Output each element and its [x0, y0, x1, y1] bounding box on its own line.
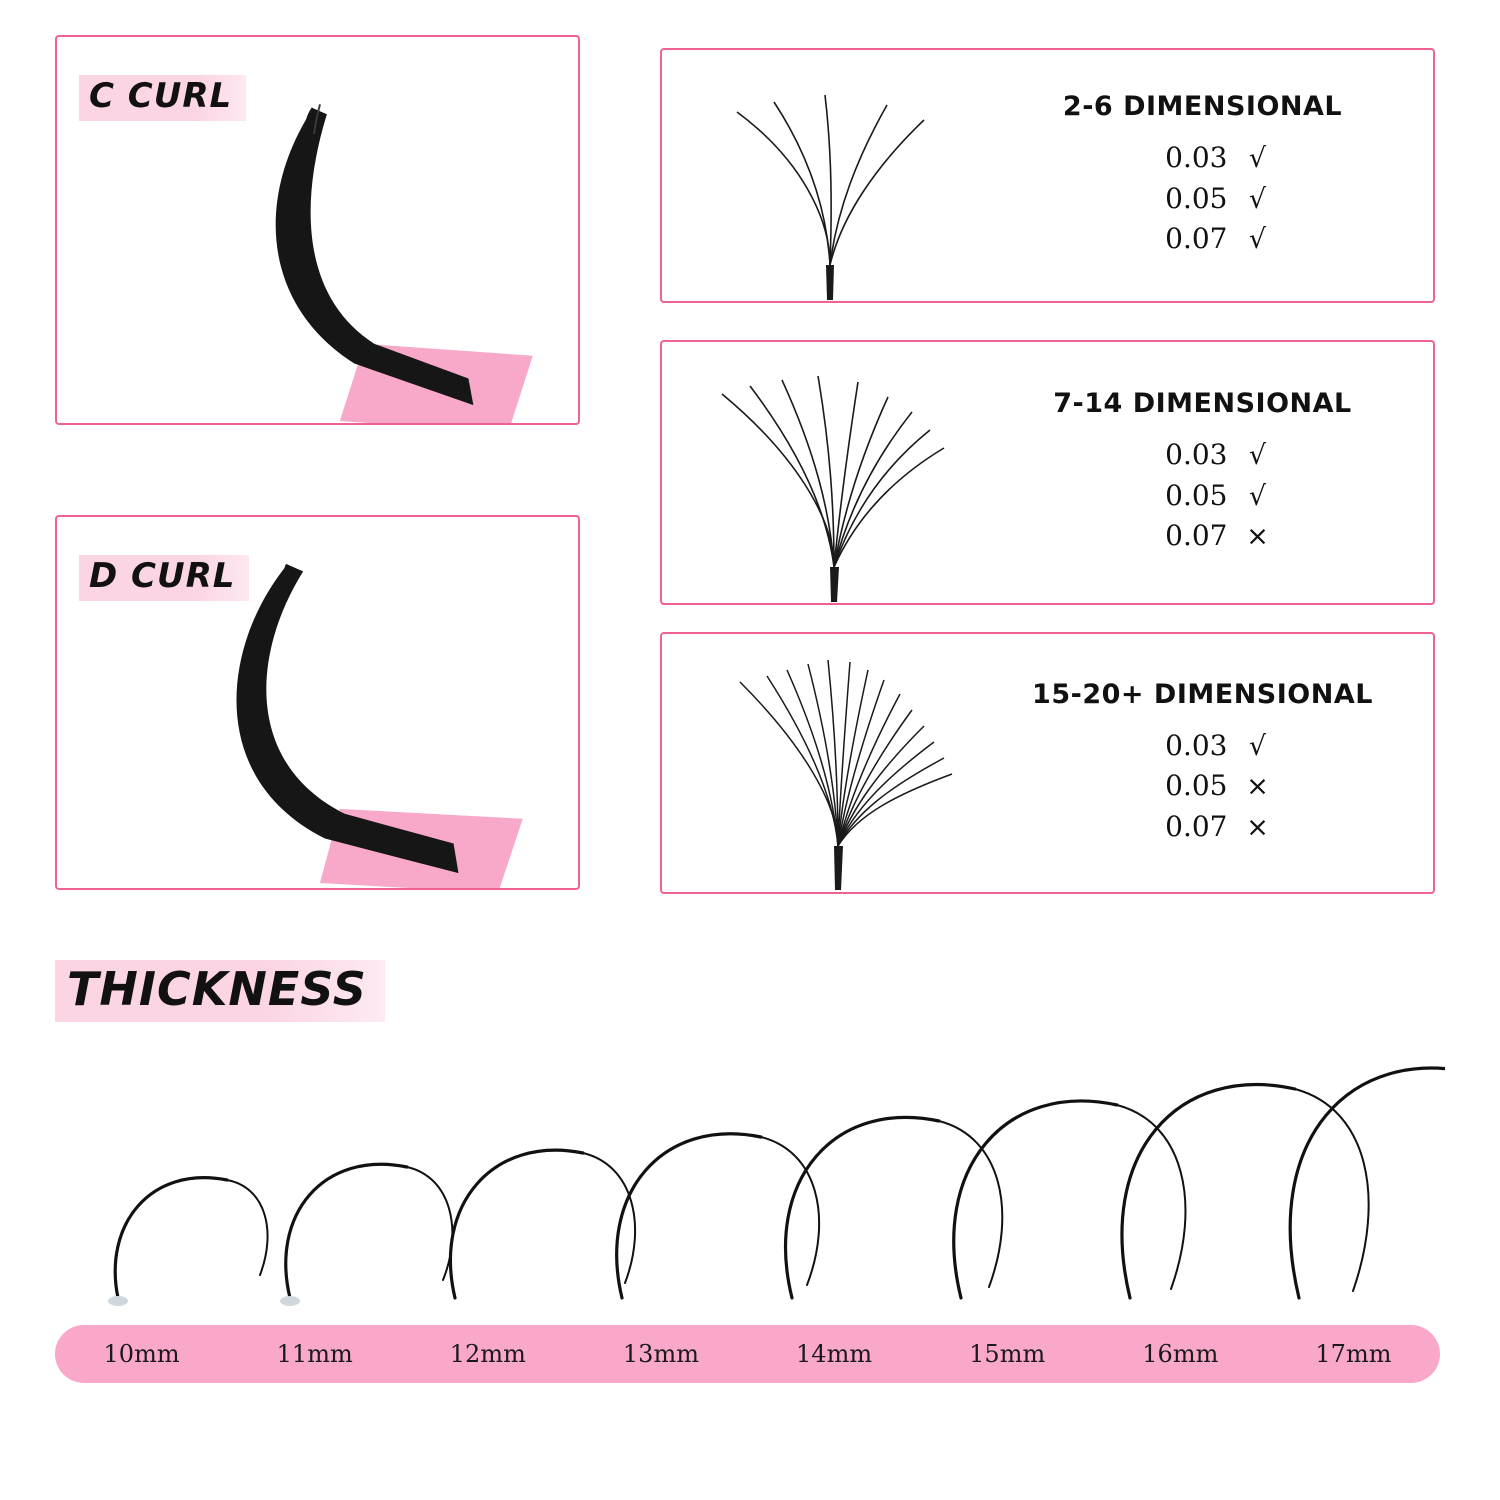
length-label-17mm: 17mm [1315, 1340, 1392, 1368]
lash-base-10mm [108, 1296, 128, 1306]
thickness-value: 0.03 [1165, 141, 1228, 175]
dimension-panel-2-6 [660, 48, 1435, 303]
length-label-13mm: 13mm [622, 1340, 699, 1368]
thickness-value: 0.03 [1165, 728, 1228, 762]
dimension-title: 15-20+ DIMENSIONAL [1032, 678, 1373, 710]
fan-illustration-2-6 [662, 50, 992, 301]
dimension-row [1118, 807, 1288, 848]
length-label-10mm: 10mm [103, 1340, 180, 1368]
thickness-value: 0.07 [1165, 222, 1228, 256]
thickness-value: 0.07 [1165, 519, 1228, 553]
dimension-panel-15-20 [660, 632, 1435, 894]
thickness-value: 0.05 [1165, 769, 1228, 803]
dimension-panel-7-14 [660, 340, 1435, 605]
dimension-row [1118, 138, 1288, 179]
availability-mark: √ [1248, 440, 1267, 472]
length-scale-bar [55, 1325, 1440, 1383]
length-label-15mm: 15mm [969, 1340, 1046, 1368]
dimension-info-15-20 [992, 679, 1433, 848]
fan-base [830, 567, 839, 602]
c-curl-panel [55, 35, 580, 425]
dimension-rows [1118, 435, 1288, 557]
thickness-section [0, 930, 1500, 1500]
lash-length-illustrations [55, 1015, 1445, 1310]
dimension-row [1118, 476, 1288, 517]
lash-curve-14mm [786, 1117, 939, 1298]
thickness-value: 0.07 [1165, 809, 1228, 843]
availability-mark: × [1246, 521, 1269, 553]
dimension-info-2-6 [992, 91, 1433, 260]
availability-mark: √ [1248, 480, 1267, 512]
d-curl-label: D CURL [79, 555, 249, 601]
length-label-16mm: 16mm [1142, 1340, 1219, 1368]
length-label-14mm: 14mm [796, 1340, 873, 1368]
dimension-rows [1118, 726, 1288, 848]
dimension-row [1118, 179, 1288, 220]
fan-base [826, 265, 834, 300]
dimension-rows [1118, 138, 1288, 260]
lash-curve-11mm [286, 1164, 407, 1298]
length-label-12mm: 12mm [449, 1340, 526, 1368]
availability-mark: × [1246, 811, 1269, 843]
lash-curve-12mm [450, 1150, 583, 1298]
d-curl-panel [55, 515, 580, 890]
lash-base-11mm [280, 1296, 300, 1306]
dimension-row [1118, 435, 1288, 476]
dimension-title: 7-14 DIMENSIONAL [1053, 388, 1352, 420]
fan-illustration-15-20 [662, 634, 992, 892]
length-label-11mm: 11mm [276, 1340, 353, 1368]
availability-mark: √ [1248, 730, 1267, 762]
c-curl-label: C CURL [79, 75, 246, 121]
dimension-row [1118, 766, 1288, 807]
fan-base [834, 846, 843, 890]
dimension-info-7-14 [992, 388, 1433, 557]
lash-curve-10mm [115, 1178, 227, 1298]
fan-illustration-7-14 [662, 342, 992, 603]
dimension-row [1118, 219, 1288, 260]
dimension-row [1118, 726, 1288, 767]
thickness-value: 0.03 [1165, 438, 1228, 472]
thickness-title: THICKNESS [55, 960, 385, 1022]
availability-mark: √ [1248, 143, 1267, 175]
dimension-row [1118, 516, 1288, 557]
dimension-title: 2-6 DIMENSIONAL [1062, 91, 1343, 123]
availability-mark: √ [1248, 183, 1267, 215]
thickness-value: 0.05 [1165, 478, 1228, 512]
lash-curve-13mm [617, 1134, 761, 1298]
lash-curve-15mm [954, 1101, 1117, 1298]
availability-mark: × [1246, 771, 1269, 803]
thickness-value: 0.05 [1165, 181, 1228, 215]
availability-mark: √ [1248, 224, 1267, 256]
lash-curve-16mm [1122, 1085, 1295, 1298]
